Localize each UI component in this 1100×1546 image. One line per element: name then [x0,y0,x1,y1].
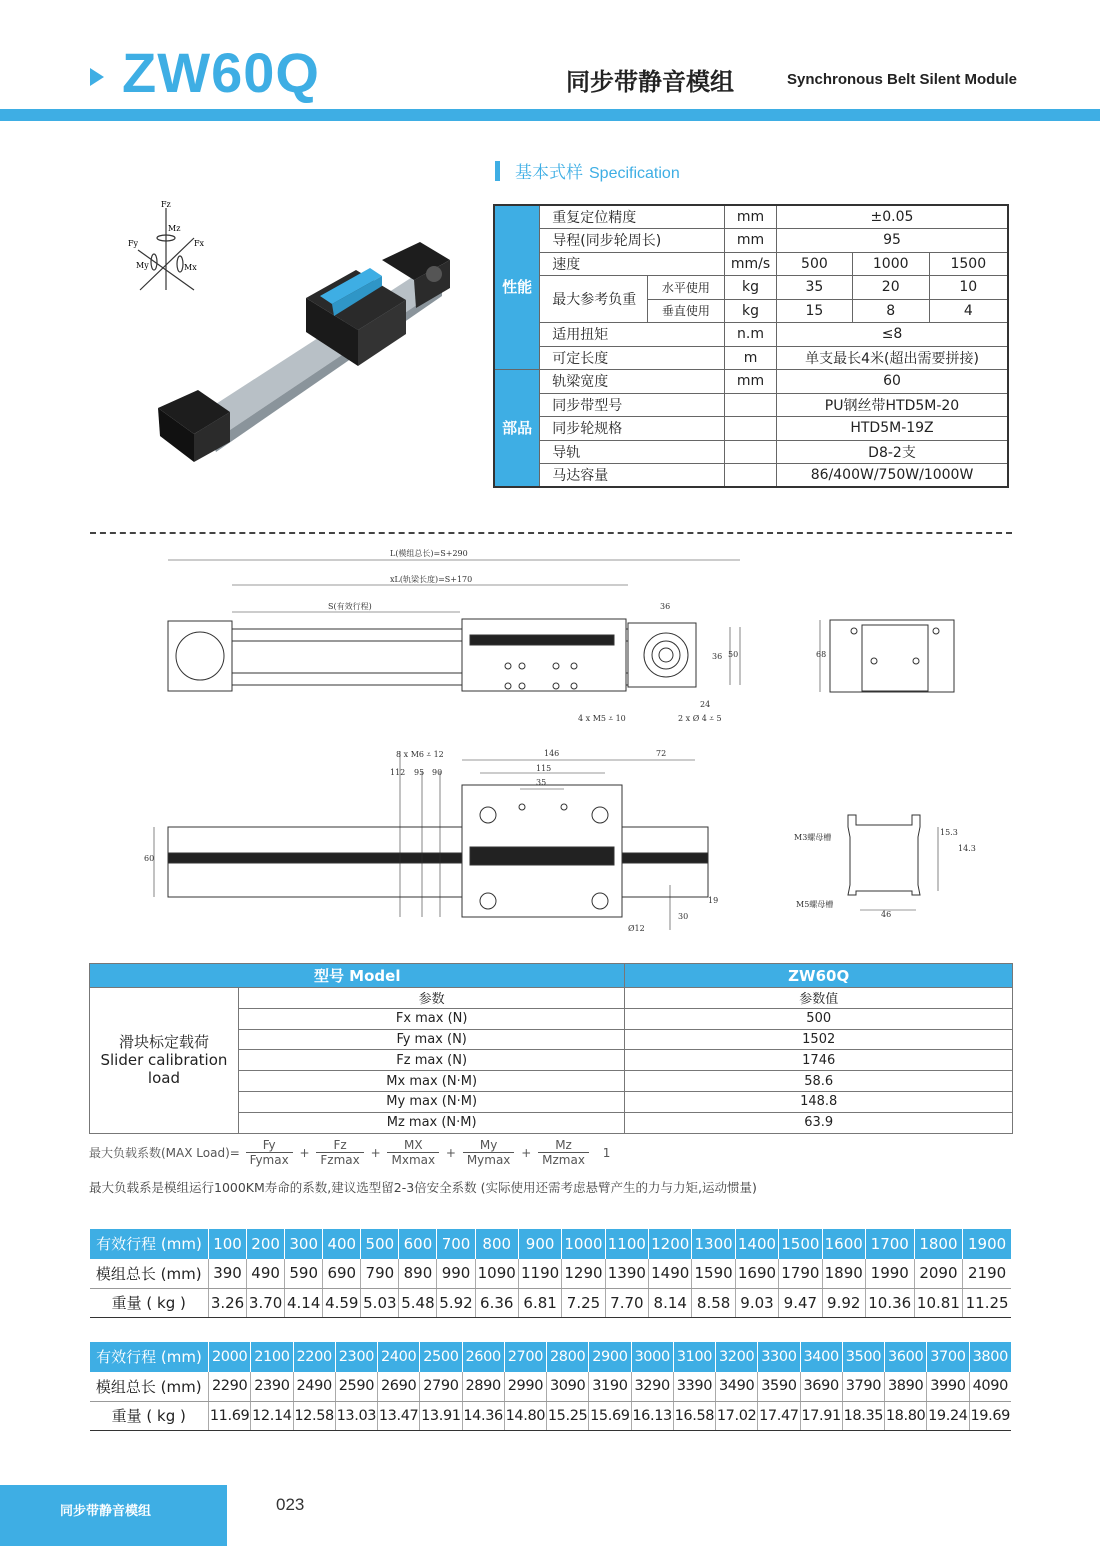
length-cell: 2790 [420,1372,462,1402]
group-performance: 性能 [494,205,540,370]
length-cell: 390 [209,1259,247,1289]
plus-sign: + [299,1145,310,1160]
length-row [90,1259,1012,1289]
length-cell: 2190 [963,1259,1011,1289]
stroke-cell: 2200 [293,1342,335,1372]
stroke-cell: 1800 [914,1229,963,1259]
stroke-cell: 2500 [420,1342,462,1372]
model-value-head: ZW60Q [625,964,1013,988]
title-cn: 同步带静音模组 [566,68,734,96]
spec-value: 4 [929,299,1008,323]
spec-unit: n.m [725,323,777,347]
stroke-cell: 900 [518,1229,561,1259]
section-divider [90,532,1012,534]
stroke-cell: 2700 [504,1342,546,1372]
length-cell: 3190 [589,1372,631,1402]
stroke-row [90,1229,1012,1259]
weight-cell: 15.69 [589,1401,631,1431]
weight-cell: 17.02 [716,1401,758,1431]
spec-unit: m [725,346,777,370]
length-cell: 3090 [547,1372,589,1402]
denominator: Mzmax [542,1153,585,1167]
spec-unit [725,440,777,464]
dim-xL: xL(轨梁长度)=S+170 [390,575,473,584]
spec-table [493,204,1009,488]
load-label-cn: 滑块标定载荷 [118,1033,209,1052]
length-cell: 890 [399,1259,437,1289]
spec-unit: mm [725,229,777,253]
spec-value: 1500 [929,252,1008,276]
weight-cell: 7.25 [562,1288,605,1318]
rail-profile [848,815,938,910]
length-cell: 1490 [649,1259,692,1289]
param-col-head: 参数 [238,988,625,1009]
param: Fy max (N) [238,1029,625,1050]
stroke-cell: 1900 [963,1229,1011,1259]
spec-unit: kg [725,276,777,300]
model-head: 型号 Model [90,964,625,988]
numerator: MX [387,1138,439,1153]
length-cell: 1090 [475,1259,518,1289]
length-cell: 990 [437,1259,475,1289]
fraction [387,1138,439,1167]
group-parts: 部品 [494,370,540,488]
length-cell: 1790 [779,1259,822,1289]
length-cell: 3390 [673,1372,715,1402]
weight-cell: 17.91 [800,1401,842,1431]
stroke-cell: 1600 [822,1229,865,1259]
spec-heading-cn: 基本式样 [515,163,583,183]
formula-tail: 1 [602,1145,611,1160]
stroke-cell: 2300 [335,1342,377,1372]
weight-cell: 16.58 [673,1401,715,1431]
spec-subkey: 垂直使用 [647,299,724,323]
load-table [89,963,1013,1134]
page-number: 023 [276,1495,305,1514]
weight-cell: 17.47 [758,1401,800,1431]
end-view [820,620,954,692]
weight-cell: 18.35 [842,1401,884,1431]
dim-115: 115 [536,764,552,773]
weight-cell: 9.03 [735,1288,778,1318]
spec-value: ≤8 [777,323,1008,347]
dim-15-3: 15.3 [940,828,958,837]
stroke-cell: 3400 [800,1342,842,1372]
plus-sign: + [370,1145,381,1160]
weight-row [90,1401,1012,1431]
stroke-cell: 3200 [716,1342,758,1372]
weight-cell: 13.03 [335,1401,377,1431]
holes-m5: 4 x M5 ⩡ 10 [578,714,626,723]
stroke-cell: 700 [437,1229,475,1259]
stroke-cell: 3300 [758,1342,800,1372]
spec-subkey: 水平使用 [647,276,724,300]
load-label-en2: load [147,1069,180,1088]
weight-cell: 14.80 [504,1401,546,1431]
stroke-cell: 2000 [209,1342,251,1372]
weight-cell: 7.70 [605,1288,648,1318]
length-cell: 490 [247,1259,285,1289]
spec-key: 轨梁宽度 [540,370,725,394]
weight-cell: 8.58 [692,1288,735,1318]
spec-key: 同步带型号 [540,393,725,417]
stroke-cell: 3500 [842,1342,884,1372]
spec-unit: mm/s [725,252,777,276]
stroke-cell: 1400 [735,1229,778,1259]
spec-heading-en: Specification [589,165,680,182]
fraction [538,1138,589,1167]
axes-icon [138,208,194,290]
stroke-cell: 3100 [673,1342,715,1372]
spec-value: 86/400W/750W/1000W [777,464,1008,488]
stroke-cell: 3600 [885,1342,927,1372]
dim-68: 68 [816,650,827,659]
weight-cell: 19.24 [927,1401,969,1431]
stroke-cell: 100 [209,1229,247,1259]
spec-key: 可定长度 [540,346,725,370]
spec-value: 95 [777,229,1008,253]
stroke-cell: 3800 [969,1342,1011,1372]
stroke-cell: 600 [399,1229,437,1259]
length-cell: 3590 [758,1372,800,1402]
spec-value: 20 [852,276,929,300]
weight-cell: 8.14 [649,1288,692,1318]
length-cell: 1590 [692,1259,735,1289]
stroke-cell: 1700 [865,1229,914,1259]
weight-cell: 12.58 [293,1401,335,1431]
param-value: 58.6 [625,1071,1013,1092]
length-head: 模组总长 (mm) [90,1259,209,1289]
weight-cell: 3.70 [247,1288,285,1318]
weight-row [90,1288,1012,1318]
plus-sign: + [521,1145,532,1160]
dim-d12: Ø12 [628,924,645,933]
length-cell: 2090 [914,1259,963,1289]
dim-46: 46 [881,910,892,919]
length-cell: 2890 [462,1372,504,1402]
fraction [463,1138,515,1167]
spec-value: 10 [929,276,1008,300]
weight-cell: 9.47 [779,1288,822,1318]
dim-95: 95 [414,768,425,777]
dim-36a: 36 [660,602,671,611]
length-cell: 2490 [293,1372,335,1402]
spec-key: 导轨 [540,440,725,464]
weight-cell: 15.25 [547,1401,589,1431]
dim-35: 35 [536,778,547,787]
denominator: Fzmax [320,1153,360,1167]
length-cell: 2990 [504,1372,546,1402]
dim-14-3: 14.3 [958,844,976,853]
weight-cell: 9.92 [822,1288,865,1318]
length-cell: 1290 [562,1259,605,1289]
spec-key: 适用扭矩 [540,323,725,347]
param-value: 1502 [625,1029,1013,1050]
spec-value: 35 [777,276,853,300]
spec-value: 15 [777,299,853,323]
weight-cell: 11.25 [963,1288,1011,1318]
weight-cell: 10.81 [914,1288,963,1318]
stroke-cell: 1200 [649,1229,692,1259]
length-cell: 1390 [605,1259,648,1289]
weight-cell: 4.59 [323,1288,361,1318]
length-cell: 3790 [842,1372,884,1402]
technical-drawing [140,545,980,940]
spec-unit: kg [725,299,777,323]
load-label-en1: Slider calibration [100,1051,228,1070]
numerator: Fy [246,1138,293,1153]
spec-value: ±0.05 [777,205,1008,229]
length-cell: 2690 [378,1372,420,1402]
length-head: 模组总长 (mm) [90,1372,209,1402]
m3-nut-slot: M3螺母槽 [794,833,832,842]
length-cell: 1190 [518,1259,561,1289]
fy-label: Fy [128,239,139,248]
param: Mz max (N·M) [238,1112,625,1133]
denominator: Mxmax [391,1153,436,1167]
weight-head: 重量 ( kg ) [90,1401,209,1431]
spec-key: 重复定位精度 [540,205,725,229]
weight-cell: 5.48 [399,1288,437,1318]
footer-title: 同步带静音模组 [60,1504,152,1519]
stroke-cell: 1100 [605,1229,648,1259]
spec-key: 同步轮规格 [540,417,725,441]
param-value: 148.8 [625,1091,1013,1112]
holes-d4: 2 x Ø 4 ⩡ 5 [678,714,722,723]
stroke-head: 有效行程 (mm) [90,1342,209,1372]
spec-key: 最大参考负重 [540,276,647,323]
stroke-row [90,1342,1012,1372]
stroke-cell: 200 [247,1229,285,1259]
param: Fx max (N) [238,1008,625,1029]
m5-nut-slot: M5螺母槽 [796,900,834,909]
weight-cell: 5.03 [361,1288,399,1318]
fz-label: Fz [161,200,171,209]
spec-value: 500 [777,252,853,276]
dim-24: 24 [700,700,711,709]
value-col-head: 参数值 [625,988,1013,1009]
formula-note: 最大负载系是模组运行1000KM寿命的系数,建议选型留2-3倍安全系数 (实际使用还需考虑悬臂产生的力与力矩,运动惯量) [89,1180,757,1195]
length-cell: 1690 [735,1259,778,1289]
dim-146: 146 [544,749,560,758]
spec-value: HTD5M-19Z [777,417,1008,441]
stroke-table-1 [89,1229,1011,1318]
spec-value: 8 [852,299,929,323]
weight-cell: 14.36 [462,1401,504,1431]
weight-cell: 6.36 [475,1288,518,1318]
header-bar [0,109,1100,121]
length-cell: 3290 [631,1372,673,1402]
length-cell: 790 [361,1259,399,1289]
stroke-cell: 500 [361,1229,399,1259]
length-cell: 2390 [251,1372,293,1402]
product-image [120,190,480,470]
weight-cell: 13.47 [378,1401,420,1431]
length-cell: 3490 [716,1372,758,1402]
dim-S: S(有效行程) [328,602,372,611]
spec-value: 60 [777,370,1008,394]
weight-cell: 16.13 [631,1401,673,1431]
formula-lead: 最大负载系数(MAX Load)= [89,1146,240,1160]
spec-value: D8-2支 [777,440,1008,464]
fraction [246,1138,293,1167]
spec-heading-mark [495,161,500,181]
param-value: 500 [625,1008,1013,1029]
length-cell: 3890 [885,1372,927,1402]
stroke-cell: 2100 [251,1342,293,1372]
stroke-head: 有效行程 (mm) [90,1229,209,1259]
param: My max (N·M) [238,1091,625,1112]
weight-cell: 4.14 [285,1288,323,1318]
weight-cell: 3.26 [209,1288,247,1318]
dim-36b: 36 [712,652,723,661]
weight-cell: 13.91 [420,1401,462,1431]
spec-unit [725,464,777,488]
length-cell: 2290 [209,1372,251,1402]
weight-cell: 10.36 [865,1288,914,1318]
spec-key: 导程(同步轮周长) [540,229,725,253]
stroke-cell: 1000 [562,1229,605,1259]
dim-90: 90 [432,768,443,777]
spec-unit [725,417,777,441]
weight-cell: 6.81 [518,1288,561,1318]
length-row [90,1372,1012,1402]
load-label [90,988,239,1134]
stroke-cell: 1300 [692,1229,735,1259]
denominator: Fymax [249,1153,289,1167]
stroke-cell: 2900 [589,1342,631,1372]
numerator: My [463,1138,515,1153]
weight-cell: 18.80 [885,1401,927,1431]
weight-cell: 19.69 [969,1401,1011,1431]
spec-heading [515,158,680,183]
stroke-cell: 800 [475,1229,518,1259]
dim-60: 60 [144,854,155,863]
mz-label: Mz [168,224,181,233]
dim-30: 30 [678,912,689,921]
stroke-cell: 2400 [378,1342,420,1372]
fraction [316,1138,363,1167]
load-formula [89,1138,611,1167]
mx-label: Mx [184,263,197,272]
stroke-cell: 3700 [927,1342,969,1372]
spec-value: 单支最长4米(超出需要拼接) [777,346,1008,370]
weight-cell: 12.14 [251,1401,293,1431]
stroke-cell: 2600 [462,1342,504,1372]
length-cell: 4090 [969,1372,1011,1402]
fx-label: Fx [194,239,205,248]
plus-sign: + [445,1145,456,1160]
spec-unit: mm [725,205,777,229]
dim-19: 19 [708,896,719,905]
stroke-cell: 3000 [631,1342,673,1372]
denominator: Mymax [466,1153,511,1167]
stroke-cell: 300 [285,1229,323,1259]
numerator: Fz [316,1138,363,1153]
dim-112: 112 [390,768,406,777]
dim-72: 72 [656,749,667,758]
param: Mx max (N·M) [238,1071,625,1092]
spec-value: 1000 [852,252,929,276]
param: Fz max (N) [238,1050,625,1071]
param-value: 1746 [625,1050,1013,1071]
length-cell: 590 [285,1259,323,1289]
stroke-table-2 [89,1342,1011,1431]
holes-m6: 8 x M6 ⩡ 12 [396,750,444,759]
length-cell: 1990 [865,1259,914,1289]
title-en: Synchronous Belt Silent Module [787,71,1018,88]
spec-value: PU钢丝带HTD5M-20 [777,393,1008,417]
numerator: Mz [538,1138,589,1153]
title-arrow-icon [90,68,104,86]
bottom-view [154,751,708,930]
spec-unit [725,393,777,417]
dim-50: 50 [728,650,739,659]
length-cell: 1890 [822,1259,865,1289]
my-label: My [136,261,149,270]
param-value: 63.9 [625,1112,1013,1133]
weight-cell: 11.69 [209,1401,251,1431]
stroke-cell: 2800 [547,1342,589,1372]
spec-unit: mm [725,370,777,394]
length-cell: 2590 [335,1372,377,1402]
length-cell: 690 [323,1259,361,1289]
stroke-cell: 1500 [779,1229,822,1259]
dim-L: L(模组总长)=S+290 [390,549,468,558]
length-cell: 3690 [800,1372,842,1402]
weight-cell: 5.92 [437,1288,475,1318]
weight-head: 重量 ( kg ) [90,1288,209,1318]
length-cell: 3990 [927,1372,969,1402]
model-title: ZW60Q [122,41,320,104]
spec-key: 马达容量 [540,464,725,488]
stroke-cell: 400 [323,1229,361,1259]
spec-key: 速度 [540,252,725,276]
